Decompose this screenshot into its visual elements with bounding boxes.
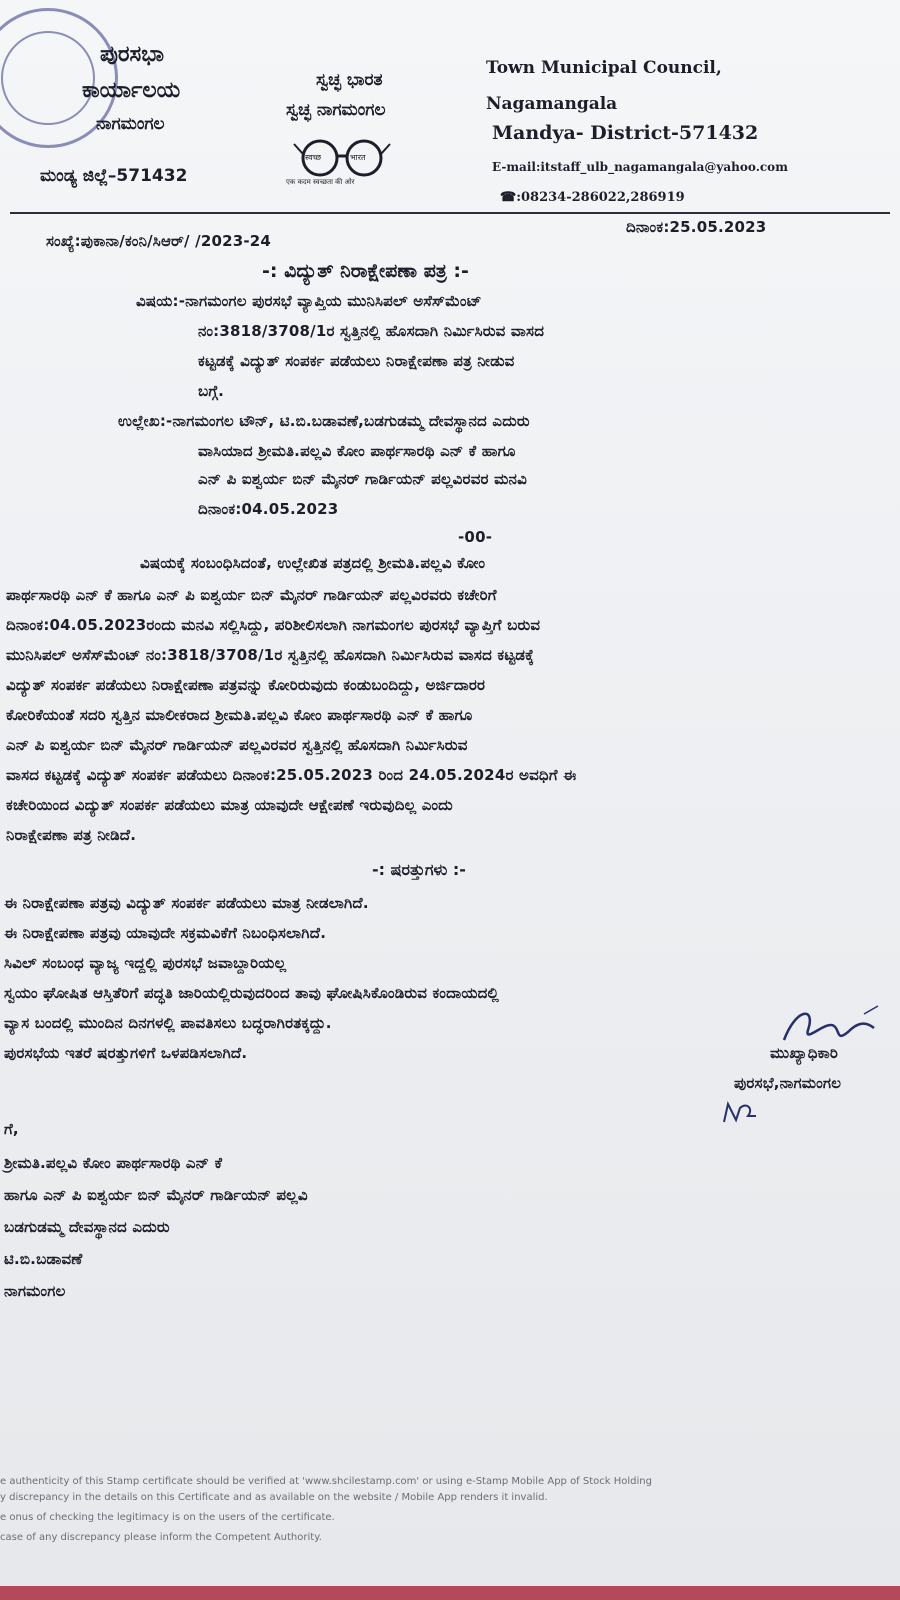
reference-line: ಎನ್ ಪಿ ಐಶ್ವರ್ಯ ಬಿನ್ ಮೈನರ್ ಗಾರ್ಡಿಯನ್ ಪಲ್ಲವಿರವರ ಮನವಿ bbox=[198, 470, 527, 488]
kn-swachh-line1: ಸ್ವಚ್ಛ ಭಾರತ bbox=[316, 70, 383, 90]
kn-office-line1: ಪುರಸಭಾ bbox=[100, 42, 165, 67]
reference-line: ಉಲ್ಲೇಖ:-ನಾಗಮಂಗಲ ಟೌನ್, ಟಿ.ಬಿ.ಬಡಾವಣೆ,ಬಡಗುಡಮ್ಮ ದೇವಸ್ಥಾನದ ಎದುರು bbox=[118, 412, 530, 430]
stamp-note: e authenticity of this Stamp certificate should be verified at 'www.shcilestamp.com' or using e-Stamp Mobile App of Stock Holding bbox=[0, 1476, 652, 1487]
kn-office-line2: ಕಾರ್ಯಾಲಯ bbox=[82, 78, 181, 103]
subject-line: ಬಗ್ಗೆ. bbox=[198, 382, 225, 400]
letter-date: ದಿನಾಂಕ:25.05.2023 bbox=[626, 218, 767, 236]
subject-line: ನಂ:3818/3708/1ರ ಸ್ವತ್ತಿನಲ್ಲಿ ಹೊಸದಾಗಿ ನಿರ್ಮಿಸಿರುವ ವಾಸದ bbox=[198, 322, 545, 340]
reference-line: ವಾಸಿಯಾದ ಶ್ರೀಮತಿ.ಪಲ್ಲವಿ ಕೋಂ ಪಾರ್ಥಸಾರಥಿ ಎನ್ ಕೆ ಹಾಗೂ bbox=[198, 442, 516, 460]
separator: -00- bbox=[458, 528, 493, 546]
body-line: ವಿದ್ಯುತ್ ಸಂಪರ್ಕ ಪಡೆಯಲು ನಿರಾಕ್ಷೇಪಣಾ ಪತ್ರವನ್ನು ಕೋರಿರುವುದು ಕಂಡುಬಂದಿದ್ದು, ಅರ್ಜಿದಾರರ bbox=[6, 676, 486, 694]
condition-item: ಈ ನಿರಾಕ್ಷೇಪಣಾ ಪತ್ರವು ವಿದ್ಯುತ್ ಸಂಪರ್ಕ ಪಡೆಯಲು ಮಾತ್ರ ನೀಡಲಾಗಿದೆ. bbox=[4, 894, 369, 912]
logo-right-text: भारत bbox=[350, 153, 366, 162]
stamp-note: case of any discrepancy please inform the Competent Authority. bbox=[0, 1532, 322, 1543]
en-header-line1: Town Municipal Council, bbox=[486, 58, 722, 78]
body-line: ವಾಸದ ಕಟ್ಟಡಕ್ಕೆ ವಿದ್ಯುತ್ ಸಂಪರ್ಕ ಪಡೆಯಲು ದಿನಾಂಕ:25.05.2023 ರಿಂದ 24.05.2024ರ ಅವಧಿಗೆ ಈ bbox=[6, 766, 577, 784]
reference-line: ದಿನಾಂಕ:04.05.2023 bbox=[198, 500, 339, 518]
recipient-line: ಶ್ರೀಮತಿ.ಪಲ್ಲವಿ ಕೋಂ ಪಾರ್ಥಸಾರಥಿ ಎನ್ ಕೆ bbox=[4, 1154, 223, 1172]
logo-tagline: एक कदम स्वच्छता की ओर bbox=[286, 178, 355, 186]
signatory-office: ಪುರಸಭೆ,ನಾಗಮಂಗಲ bbox=[734, 1074, 842, 1092]
stamp-note: y discrepancy in the details on this Certificate and as available on the website / Mobile App renders it invalid. bbox=[0, 1492, 548, 1503]
subject-line: ವಿಷಯ:-ನಾಗಮಂಗಲ ಪುರಸಭೆ ವ್ಯಾಪ್ತಿಯ ಮುನಿಸಿಪಲ್ ಅಸೆಸ್‌ಮೆಂಟ್ bbox=[136, 292, 482, 310]
recipient-line: ಬಡಗುಡಮ್ಮ ದೇವಸ್ಥಾನದ ಎದುರು bbox=[4, 1218, 170, 1236]
recipient-line: ನಾಗಮಂಗಲ bbox=[4, 1282, 66, 1300]
condition-item: ಪುರಸಭೆಯ ಇತರೆ ಷರತ್ತುಗಳಿಗೆ ಒಳಪಡಿಸಲಾಗಿದೆ. bbox=[4, 1044, 248, 1062]
stamp-note: e onus of checking the legitimacy is on the users of the certificate. bbox=[0, 1512, 335, 1523]
header-divider bbox=[10, 212, 890, 214]
condition-item: ಸ್ವಯಂ ಘೋಷಿತ ಆಸ್ತಿತೆರಿಗೆ ಪದ್ಧತಿ ಜಾರಿಯಲ್ಲಿರುವುದರಿಂದ ತಾವು ಘೋಷಿಸಿಕೊಂಡಿರುವ ಕಂದಾಯದಲ್ಲಿ bbox=[4, 984, 500, 1002]
en-header-line3: Mandya- District-571432 bbox=[492, 122, 759, 144]
email-text: E-mail:itstaff_ulb_nagamangala@yahoo.com bbox=[492, 160, 788, 174]
reference-number: ಸಂಖ್ಯೆ:ಪುಕಾನಾ/ಕಂನಿ/ಸಿಆರ್/ /2023-24 bbox=[46, 232, 272, 250]
condition-item: ಸಿವಿಲ್ ಸಂಬಂಧ ವ್ಯಾಜ್ಯ ಇದ್ದಲ್ಲಿ ಪುರಸಭೆ ಜವಾಬ್ದಾರಿಯಲ್ಲ bbox=[4, 954, 287, 972]
recipient-line: ಹಾಗೂ ಎನ್ ಪಿ ಐಶ್ವರ್ಯ ಬಿನ್ ಮೈನರ್ ಗಾರ್ಡಿಯನ್ ಪಲ್ಲವಿ bbox=[4, 1186, 308, 1204]
body-line: ವಿಷಯಕ್ಕೆ ಸಂಬಂಧಿಸಿದಂತೆ, ಉಲ್ಲೇಖಿತ ಪತ್ರದಲ್ಲಿ ಶ್ರೀಮತಿ.ಪಲ್ಲವಿ ಕೋಂ bbox=[140, 554, 486, 572]
en-header-line2: Nagamangala bbox=[486, 94, 618, 114]
logo-left-text: स्वच्छ bbox=[305, 153, 322, 162]
body-line: ಎನ್ ಪಿ ಐಶ್ವರ್ಯ ಬಿನ್ ಮೈನರ್ ಗಾರ್ಡಿಯನ್ ಪಲ್ಲವಿರವರ ಸ್ವತ್ತಿನಲ್ಲಿ ಹೊಸದಾಗಿ ನಿರ್ಮಿಸಿರುವ bbox=[6, 736, 468, 754]
stamp-paper-border bbox=[0, 1586, 900, 1600]
body-line: ಕಚೇರಿಯಿಂದ ವಿದ್ಯುತ್ ಸಂಪರ್ಕ ಪಡೆಯಲು ಮಾತ್ರ ಯಾವುದೇ ಆಕ್ಷೇಪಣೆ ಇರುವುದಿಲ್ಲ ಎಂದು bbox=[6, 796, 453, 814]
body-line: ನಿರಾಕ್ಷೇಪಣಾ ಪತ್ರ ನೀಡಿದೆ. bbox=[6, 826, 137, 844]
body-line: ಕೋರಿಕೆಯಂತೆ ಸದರಿ ಸ್ವತ್ತಿನ ಮಾಲೀಕರಾದ ಶ್ರೀಮತಿ.ಪಲ್ಲವಿ ಕೋಂ ಪಾರ್ಥಸಾರಥಿ ಎನ್ ಕೆ ಹಾಗೂ bbox=[6, 706, 473, 724]
body-line: ದಿನಾಂಕ:04.05.2023ರಂದು ಮನವಿ ಸಲ್ಲಿಸಿದ್ದು, ಪರಿಶೀಲಿಸಲಾಗಿ ನಾಗಮಂಗಲ ಪುರಸಭೆ ವ್ಯಾಪ್ತಿಗೆ ಬರುವ bbox=[6, 616, 541, 634]
signatory-title: ಮುಖ್ಯಾಧಿಕಾರಿ bbox=[770, 1044, 838, 1062]
letter-title: -: ವಿದ್ಯುತ್ ನಿರಾಕ್ಷೇಪಣಾ ಪತ್ರ :- bbox=[262, 260, 469, 282]
subject-line: ಕಟ್ಟಡಕ್ಕೆ ವಿದ್ಯುತ್ ಸಂಪರ್ಕ ಪಡೆಯಲು ನಿರಾಕ್ಷೇಪಣಾ ಪತ್ರ ನೀಡುವ bbox=[198, 352, 515, 370]
phone-text: ☎:08234-286022,286919 bbox=[500, 190, 685, 205]
condition-item: ಈ ನಿರಾಕ್ಷೇಪಣಾ ಪತ್ರವು ಯಾವುದೇ ಸಕ್ರಮವಿಕೆಗೆ ನಿಬಂಧಿಸಲಾಗಿದೆ. bbox=[4, 924, 327, 942]
recipient-line: ಟಿ.ಬಿ.ಬಡಾವಣೆ bbox=[4, 1250, 83, 1268]
initials-mark bbox=[720, 1098, 760, 1128]
recipient-line: ಗೆ, bbox=[4, 1120, 19, 1138]
body-line: ಮುನಿಸಿಪಲ್ ಅಸೆಸ್‌ಮೆಂಟ್ ನಂ:3818/3708/1ರ ಸ್ವತ್ತಿನಲ್ಲಿ ಹೊಸದಾಗಿ ನಿರ್ಮಿಸಿರುವ ವಾಸದ ಕಟ್ಟಡಕ್ಕೆ bbox=[6, 646, 535, 664]
condition-item: ವ್ಯಾಸ ಬಂದಲ್ಲಿ ಮುಂದಿನ ದಿನಗಳಲ್ಲಿ ಪಾವತಿಸಲು ಬದ್ಧರಾಗಿರತಕ್ಕದ್ದು. bbox=[4, 1014, 332, 1032]
kn-swachh-line2: ಸ್ವಚ್ಛ ನಾಗಮಂಗಲ bbox=[286, 100, 386, 120]
conditions-title: -: ಷರತ್ತುಗಳು :- bbox=[372, 860, 466, 879]
kn-office-line3: ನಾಗಮಂಗಲ bbox=[96, 114, 165, 134]
kn-district: ಮಂಡ್ಯ ಜಿಲ್ಲೆ–571432 bbox=[40, 166, 188, 186]
body-line: ಪಾರ್ಥಸಾರಥಿ ಎನ್ ಕೆ ಹಾಗೂ ಎನ್ ಪಿ ಐಶ್ವರ್ಯ ಬಿನ್ ಮೈನರ್ ಗಾರ್ಡಿಯನ್ ಪಲ್ಲವಿರವರು ಕಚೇರಿಗೆ bbox=[6, 586, 497, 604]
